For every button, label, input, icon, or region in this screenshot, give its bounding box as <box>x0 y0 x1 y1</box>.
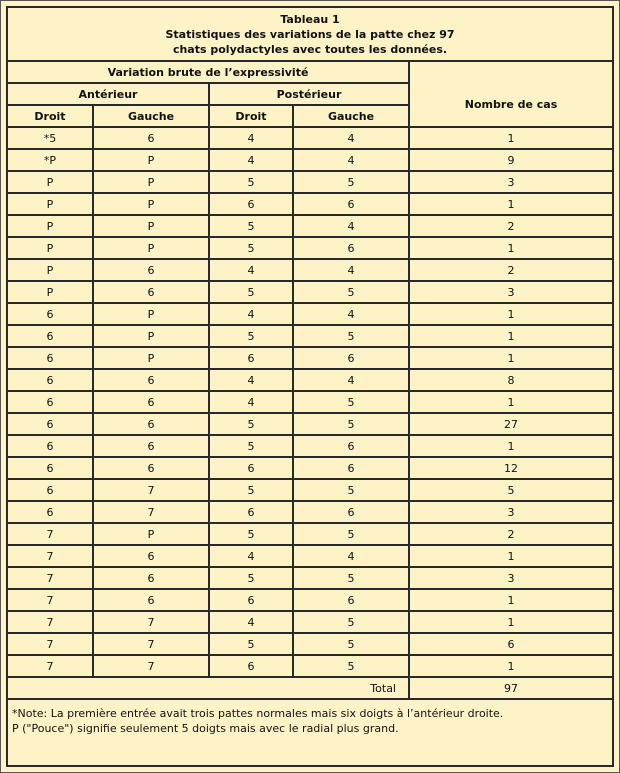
cell-anterior-droit: 6 <box>8 479 93 501</box>
cell-posterior-gauche: 6 <box>293 347 409 369</box>
cell-cases: 2 <box>409 523 612 545</box>
cell-posterior-gauche: 6 <box>293 589 409 611</box>
cell-posterior-droit: 6 <box>209 193 293 215</box>
cell-anterior-droit: 6 <box>8 391 93 413</box>
cell-posterior-droit: 5 <box>209 171 293 193</box>
cell-posterior-gauche: 6 <box>293 435 409 457</box>
note-line-2: P ("Pouce") signifie seulement 5 doigts mais avec le radial plus grand. <box>12 722 399 735</box>
cell-cases: 1 <box>409 193 612 215</box>
table-row <box>8 347 612 369</box>
table-container <box>6 6 614 767</box>
cell-anterior-droit: 6 <box>8 457 93 479</box>
cell-posterior-droit: 6 <box>209 347 293 369</box>
cell-anterior-gauche: 7 <box>93 655 209 677</box>
cell-posterior-gauche: 5 <box>293 391 409 413</box>
cell-cases: 1 <box>409 303 612 325</box>
cell-posterior-droit: 5 <box>209 435 293 457</box>
cell-anterior-gauche: 7 <box>93 479 209 501</box>
cell-anterior-gauche: 6 <box>93 259 209 281</box>
cell-cases: 1 <box>409 325 612 347</box>
cell-cases: 3 <box>409 171 612 193</box>
cell-posterior-droit: 4 <box>209 391 293 413</box>
cell-anterior-gauche: P <box>93 325 209 347</box>
cell-anterior-gauche: P <box>93 215 209 237</box>
cell-posterior-droit: 4 <box>209 149 293 171</box>
header-posterior: Postérieur <box>209 83 409 105</box>
table-row <box>8 171 612 193</box>
table-row <box>8 149 612 171</box>
cell-anterior-droit: P <box>8 259 93 281</box>
cell-anterior-gauche: 6 <box>93 391 209 413</box>
cell-anterior-gauche: 7 <box>93 611 209 633</box>
cell-posterior-droit: 5 <box>209 523 293 545</box>
cell-posterior-droit: 5 <box>209 567 293 589</box>
cell-posterior-gauche: 4 <box>293 369 409 391</box>
cell-posterior-droit: 5 <box>209 325 293 347</box>
cell-posterior-droit: 5 <box>209 281 293 303</box>
table-row <box>8 413 612 435</box>
table-row <box>8 655 612 677</box>
table-row <box>8 633 612 655</box>
table-row <box>8 215 612 237</box>
cell-cases: 1 <box>409 391 612 413</box>
cell-posterior-gauche: 6 <box>293 237 409 259</box>
cell-anterior-droit: 7 <box>8 567 93 589</box>
cell-anterior-gauche: 6 <box>93 589 209 611</box>
table-row <box>8 303 612 325</box>
cell-cases: 12 <box>409 457 612 479</box>
cell-anterior-droit: 6 <box>8 501 93 523</box>
cell-posterior-gauche: 4 <box>293 303 409 325</box>
table-row <box>8 259 612 281</box>
cell-cases: 1 <box>409 237 612 259</box>
cell-posterior-gauche: 6 <box>293 501 409 523</box>
cell-anterior-gauche: 6 <box>93 413 209 435</box>
cell-cases: 1 <box>409 589 612 611</box>
cell-anterior-droit: 6 <box>8 325 93 347</box>
cell-cases: 1 <box>409 127 612 149</box>
cell-anterior-droit: 7 <box>8 611 93 633</box>
cell-anterior-gauche: 6 <box>93 545 209 567</box>
cell-anterior-droit: 7 <box>8 633 93 655</box>
cell-anterior-droit: 7 <box>8 545 93 567</box>
cell-posterior-droit: 5 <box>209 237 293 259</box>
cell-cases: 1 <box>409 655 612 677</box>
cell-cases: 5 <box>409 479 612 501</box>
header-variation-group: Variation brute de l’expressivité <box>8 61 409 83</box>
cell-posterior-droit: 5 <box>209 413 293 435</box>
cell-anterior-droit: 6 <box>8 413 93 435</box>
table-row <box>8 501 612 523</box>
table-row <box>8 325 612 347</box>
cell-posterior-gauche: 6 <box>293 193 409 215</box>
cell-posterior-gauche: 4 <box>293 545 409 567</box>
cell-anterior-gauche: P <box>93 171 209 193</box>
cell-anterior-droit: *5 <box>8 127 93 149</box>
cell-anterior-droit: P <box>8 281 93 303</box>
table-notes <box>8 699 612 754</box>
cell-anterior-gauche: 7 <box>93 501 209 523</box>
cell-anterior-gauche: 6 <box>93 127 209 149</box>
cell-cases: 3 <box>409 281 612 303</box>
cell-anterior-droit: 7 <box>8 655 93 677</box>
cell-anterior-gauche: 6 <box>93 457 209 479</box>
header-anterior-droit: Droit <box>8 105 93 127</box>
cell-posterior-gauche: 4 <box>293 149 409 171</box>
cell-posterior-droit: 4 <box>209 127 293 149</box>
title-line-2: Statistiques des variations de la patte chez 97 <box>165 27 455 41</box>
title-line-3: chats polydactyles avec toutes les données. <box>172 42 448 56</box>
cell-posterior-droit: 5 <box>209 479 293 501</box>
cell-posterior-gauche: 5 <box>293 633 409 655</box>
cell-anterior-droit: 7 <box>8 589 93 611</box>
cell-posterior-droit: 6 <box>209 589 293 611</box>
total-label: Total <box>8 677 409 699</box>
cell-cases: 27 <box>409 413 612 435</box>
table-row <box>8 457 612 479</box>
header-cases: Nombre de cas <box>409 83 612 127</box>
total-value: 97 <box>409 677 612 699</box>
cell-posterior-gauche: 5 <box>293 171 409 193</box>
cell-posterior-gauche: 4 <box>293 127 409 149</box>
cell-posterior-droit: 6 <box>209 655 293 677</box>
cell-anterior-gauche: P <box>93 149 209 171</box>
cell-posterior-droit: 5 <box>209 633 293 655</box>
cell-posterior-gauche: 5 <box>293 611 409 633</box>
cell-posterior-gauche: 5 <box>293 479 409 501</box>
cell-posterior-gauche: 5 <box>293 655 409 677</box>
cell-cases: 2 <box>409 215 612 237</box>
cell-anterior-gauche: 6 <box>93 281 209 303</box>
cell-cases: 8 <box>409 369 612 391</box>
cell-anterior-gauche: 6 <box>93 369 209 391</box>
table-row <box>8 281 612 303</box>
cell-posterior-gauche: 4 <box>293 259 409 281</box>
cell-cases: 1 <box>409 611 612 633</box>
table-row <box>8 127 612 149</box>
cell-posterior-droit: 4 <box>209 545 293 567</box>
cell-posterior-gauche: 5 <box>293 281 409 303</box>
cell-cases: 3 <box>409 567 612 589</box>
table-row <box>8 193 612 215</box>
cell-anterior-gauche: P <box>93 193 209 215</box>
header-anterior: Antérieur <box>8 83 209 105</box>
cell-cases: 3 <box>409 501 612 523</box>
cell-posterior-droit: 4 <box>209 369 293 391</box>
table-row <box>8 435 612 457</box>
header-anterior-gauche: Gauche <box>93 105 209 127</box>
cell-posterior-gauche: 4 <box>293 215 409 237</box>
cell-anterior-gauche: P <box>93 523 209 545</box>
cell-cases: 1 <box>409 347 612 369</box>
header-cases-top <box>409 61 612 83</box>
title-line-1: Tableau 1 <box>280 12 340 26</box>
cell-anterior-gauche: 6 <box>93 567 209 589</box>
table-row <box>8 391 612 413</box>
cell-anterior-droit: 6 <box>8 303 93 325</box>
cell-posterior-droit: 6 <box>209 457 293 479</box>
cell-anterior-droit: P <box>8 215 93 237</box>
cell-posterior-gauche: 5 <box>293 567 409 589</box>
table-row <box>8 369 612 391</box>
table-title <box>8 8 612 61</box>
cell-anterior-droit: P <box>8 171 93 193</box>
table-row <box>8 567 612 589</box>
cell-posterior-gauche: 5 <box>293 523 409 545</box>
table-row <box>8 237 612 259</box>
cell-posterior-droit: 5 <box>209 215 293 237</box>
table-row <box>8 611 612 633</box>
cell-posterior-gauche: 5 <box>293 413 409 435</box>
cell-anterior-droit: *P <box>8 149 93 171</box>
cell-anterior-droit: 6 <box>8 435 93 457</box>
cell-posterior-gauche: 5 <box>293 325 409 347</box>
cell-posterior-droit: 4 <box>209 611 293 633</box>
cell-anterior-droit: P <box>8 193 93 215</box>
cell-cases: 6 <box>409 633 612 655</box>
cell-anterior-gauche: 6 <box>93 435 209 457</box>
header-posterior-droit: Droit <box>209 105 293 127</box>
cell-anterior-gauche: P <box>93 347 209 369</box>
cell-anterior-gauche: P <box>93 237 209 259</box>
cell-anterior-droit: 6 <box>8 347 93 369</box>
header-posterior-gauche: Gauche <box>293 105 409 127</box>
cell-posterior-gauche: 6 <box>293 457 409 479</box>
table-row <box>8 523 612 545</box>
cell-posterior-droit: 4 <box>209 303 293 325</box>
cell-cases: 2 <box>409 259 612 281</box>
table-row <box>8 479 612 501</box>
table-row <box>8 589 612 611</box>
table-row <box>8 545 612 567</box>
cell-anterior-droit: P <box>8 237 93 259</box>
cell-cases: 1 <box>409 435 612 457</box>
cell-anterior-droit: 6 <box>8 369 93 391</box>
cell-anterior-gauche: P <box>93 303 209 325</box>
cell-posterior-droit: 6 <box>209 501 293 523</box>
table-body <box>8 127 612 677</box>
data-table <box>8 8 612 754</box>
cell-anterior-gauche: 7 <box>93 633 209 655</box>
cell-cases: 1 <box>409 545 612 567</box>
cell-anterior-droit: 7 <box>8 523 93 545</box>
note-line-1: *Note: La première entrée avait trois pattes normales mais six doigts à l’antérieur droite. <box>12 707 504 720</box>
cell-posterior-droit: 4 <box>209 259 293 281</box>
cell-cases: 9 <box>409 149 612 171</box>
